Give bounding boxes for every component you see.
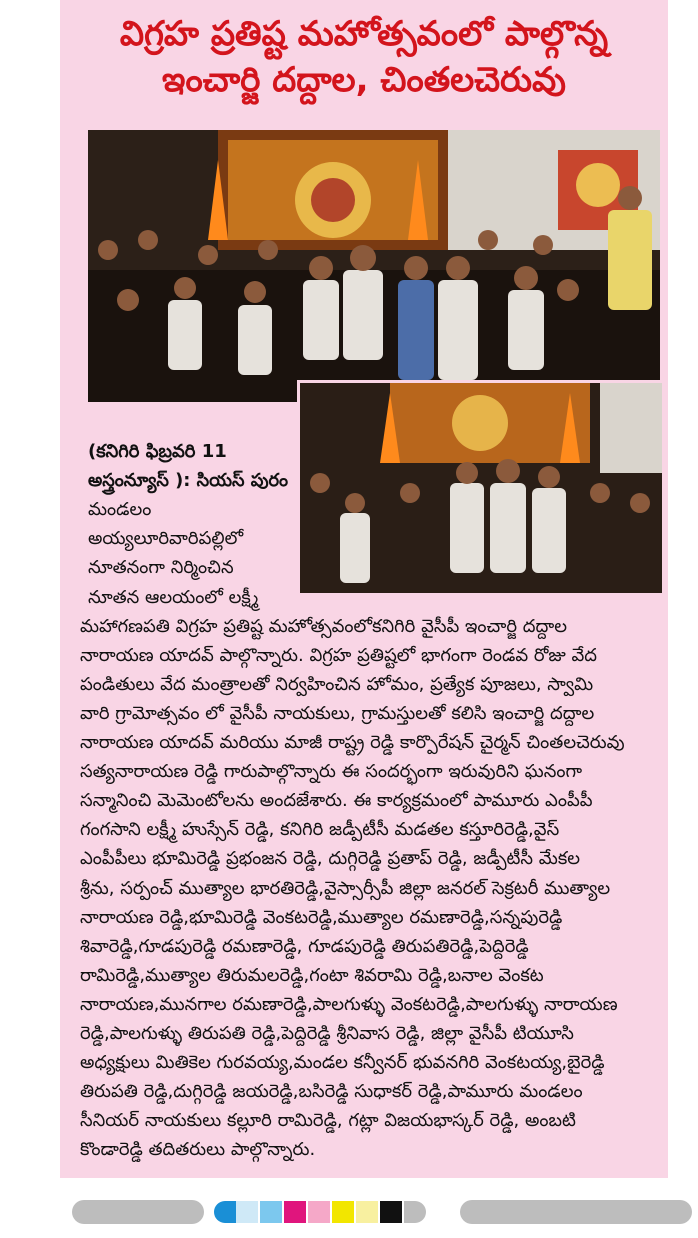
- article-line: (కనిగిరి ఫిబ్రవరి 11: [88, 441, 227, 462]
- article-line: మహాగణపతి విగ్రహ ప్రతిష్ట మహోత్సవంలోకనిగిరి వైసీపీ ఇంచార్జి దద్దాల: [80, 615, 567, 637]
- article-line: తిరుపతి రెడ్డి,దుగ్గిరెడ్డి జయరెడ్డి,బసిరెడ్డి సుధాకర్ రెడ్డి,పామూరు మండలం: [80, 1081, 583, 1103]
- article-line: నూతన ఆలయంలో లక్ష్మీ: [88, 586, 259, 608]
- article-line: సత్యనారాయణ రెడ్డి గారుపాల్గొన్నారు ఈ సందర్భంగా ఇరువురిని ఘనంగా: [80, 761, 583, 783]
- article-line: నారాయణ రెడ్డి,భూమిరెడ్డి వెంకటరెడ్డి,ముత్యాల రమణారెడ్డి,సన్నపురెడ్డి: [80, 906, 563, 928]
- article-line: రెడ్డి,పాలగుళ్ళు తిరుపతి రెడ్డి,పెద్దిరెడ్డి శ్రీనివాస రెడ్డి, జిల్లా వైసీపీ టియూసి: [80, 1023, 574, 1044]
- registration-bar-right: [460, 1200, 692, 1224]
- article-line: సీనియర్ నాయకులు కల్లూరి రామిరెడ్డి, గట్లా విజయభాస్కర్ రెడ్డి, అంబటి: [80, 1110, 576, 1132]
- article-line: అస్త్రంన్యూస్ ): సియస్ పురం: [88, 470, 289, 492]
- article-line: నూతనంగా నిర్మించిన: [88, 557, 234, 579]
- color-swatch: [404, 1201, 426, 1223]
- color-swatch: [260, 1201, 282, 1223]
- article-line: రామిరెడ్డి,ముత్యాల తిరుమలరెడ్డి,గంటా శివరామి రెడ్డి,బనాల వెంకట: [80, 964, 544, 986]
- article-line: గంగసాని లక్ష్మీ హుస్సేన్ రెడ్డి, కనిగిరి జడ్పీటీసీ మడతల కస్తూరిరెడ్డి,వైస్: [80, 819, 560, 841]
- registration-bar-left: [72, 1200, 204, 1224]
- color-swatch: [380, 1201, 402, 1223]
- article-line: కొండారెడ్డి తదితరులు పాల్గొన్నారు.: [80, 1139, 316, 1161]
- article-line: శివారెడ్డి,గూడపురెడ్డి రమణారెడ్డి, గూడపురెడ్డి తిరుపతిరెడ్డి,పెద్దిరెడ్డి: [80, 935, 529, 957]
- color-swatch: [214, 1201, 236, 1223]
- headline-line-1: విగ్రహ ప్రతిష్ట మహోత్సవంలో పాల్గొన్న: [119, 14, 609, 54]
- article-line: నారాయణ,మునగాల రమణారెడ్డి,పాలగుళ్ళు వెంకటరెడ్డి,పాలగుళ్ళు నారాయణ: [80, 993, 618, 1015]
- article-line: నారాయణ యాదవ్ మరియు మాజీ రాష్ట్ర రెడ్డి కార్పొరేషన్ చైర్మన్ చింతలచెరువు: [80, 732, 625, 753]
- color-swatch: [284, 1201, 306, 1223]
- headline-line-2: ఇంచార్జి దద్దాల, చింతలచెరువు: [162, 60, 566, 100]
- article-line: సన్మానించి మెమెంటోలను అందజేశారు. ఈ కార్యక్రమంలో పామూరు ఎంపీపీ: [80, 790, 593, 812]
- event-photo-main: [88, 130, 660, 402]
- article-line: శ్రీను, సర్పంచ్ ముత్యాల భారతిరెడ్డి,వైస్సార్సీపీ జిల్లా జనరల్ సెక్రటరీ ముత్యాల: [80, 877, 611, 899]
- color-swatch: [236, 1201, 258, 1223]
- article-line: నారాయణ యాదవ్ పాల్గొన్నారు. విగ్రహ ప్రతిష్టలో భాగంగా రెండవ రోజు వేద: [80, 644, 597, 666]
- event-photo-inset: [297, 380, 665, 596]
- article-line: అయ్యలూరివారిపల్లిలో: [88, 528, 244, 550]
- color-swatch: [308, 1201, 330, 1223]
- color-swatch: [332, 1201, 354, 1223]
- article-line: అధ్యక్షులు మితికెల గురవయ్య,మండల కన్వీనర్ భువనగిరి వెంకటయ్య,బైరెడ్డి: [80, 1052, 605, 1074]
- article-line: మండలం: [88, 499, 152, 521]
- color-swatch: [356, 1201, 378, 1223]
- article-line: పండితులు వేద మంత్రాలతో నిర్వహించిన హోమం, ప్రత్యేక పూజలు, స్వామి: [80, 673, 594, 695]
- article-line: ఎంపీపీలు భూమిరెడ్డి ప్రభంజన రెడ్డి, దుగ్గిరెడ్డి ప్రతాప్ రెడ్డి, జడ్పీటీసీ మేకల: [80, 848, 580, 870]
- article-line: వారి గ్రామోత్సవం లో వైసీపీ నాయకులు, గ్రామస్తులతో కలిసి ఇంచార్జి దద్దాల: [80, 702, 595, 724]
